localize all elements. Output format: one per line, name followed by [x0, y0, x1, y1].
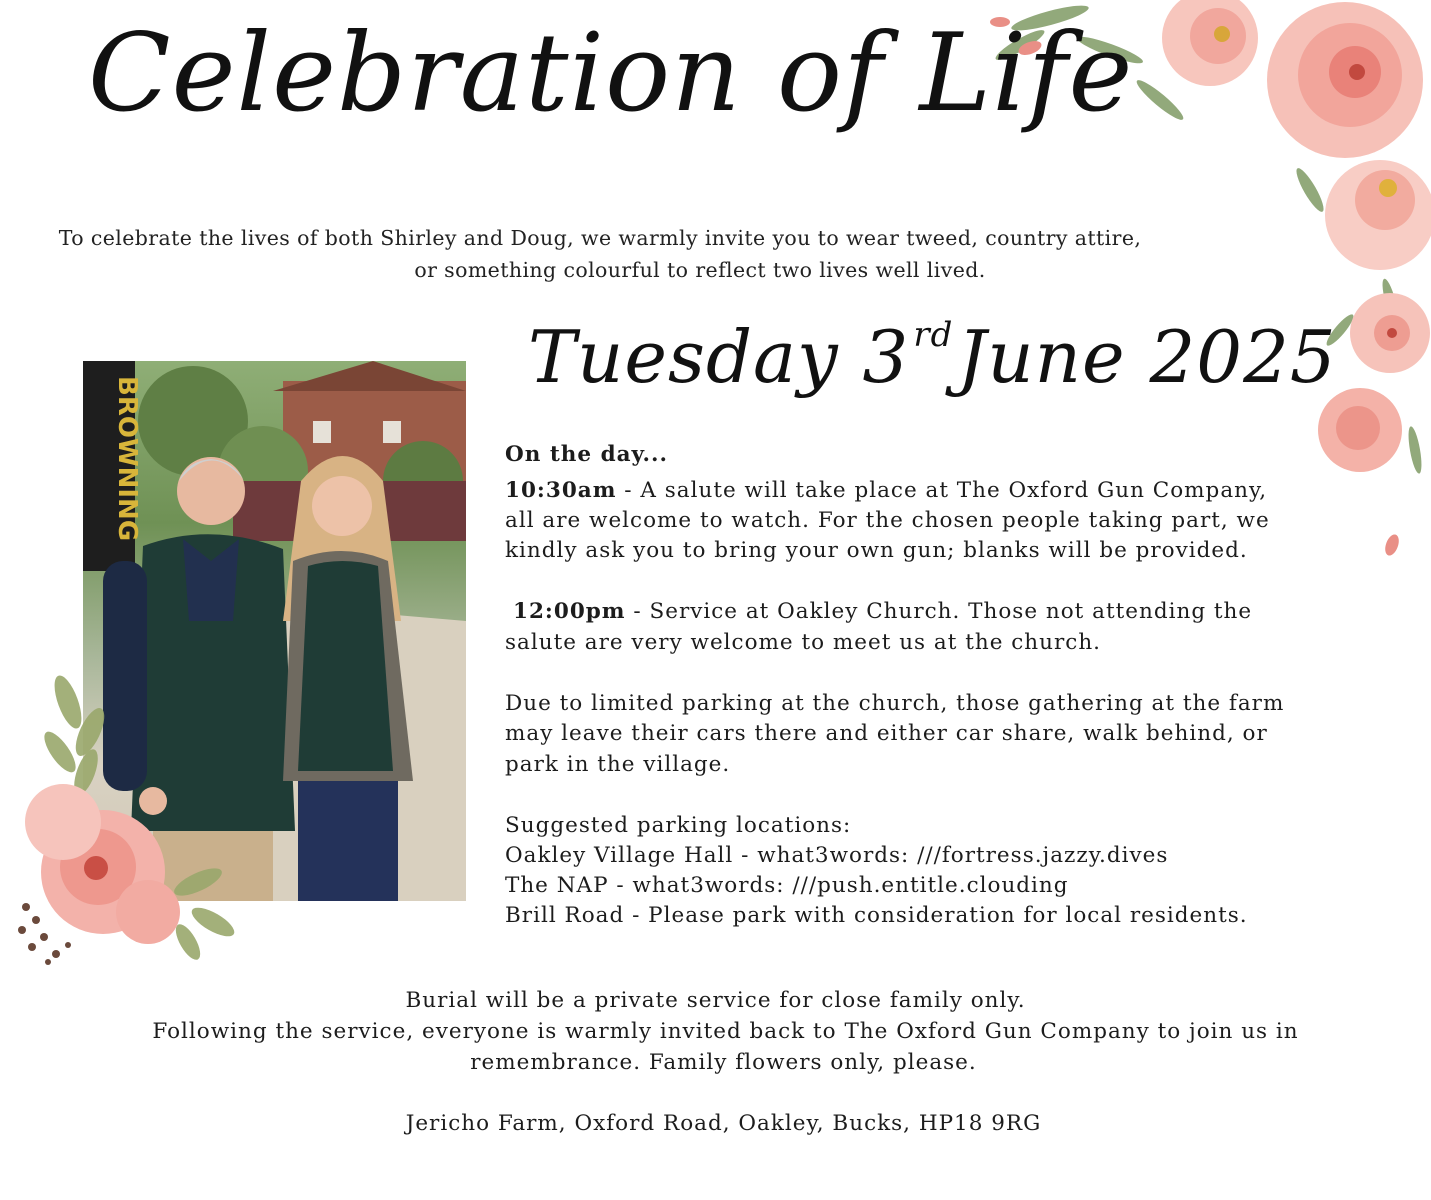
parking-location-1: Oakley Village Hall - what3words: ///fortress.jazzy.dives	[505, 843, 1169, 868]
parking-location-3: Brill Road - Please park with consideration for local residents.	[505, 903, 1248, 928]
venue-address: Jericho Farm, Oxford Road, Oakley, Bucks, HP18 9RG	[405, 1111, 1042, 1136]
parking-line-3: park in the village.	[505, 752, 731, 777]
rose-medium	[1162, 0, 1258, 86]
schedule-heading: On the day...	[505, 442, 669, 467]
parking-line-1: Due to limited parking at the church, those gathering at the farm	[505, 691, 1285, 716]
intro-line-2: or something colourful to reflect two lives well lived.	[414, 258, 986, 282]
event-date	[528, 315, 1337, 399]
banner-text: BROWNING	[112, 376, 142, 542]
parking-line-2: may leave their cars there and either car share, walk behind, or	[505, 721, 1268, 746]
rose-lower	[1318, 388, 1402, 472]
salute-text: - A salute will take place at The Oxford Gun Company,	[616, 478, 1268, 503]
date-month-year: June 2025	[957, 315, 1337, 399]
intro-line-1: To celebrate the lives of both Shirley and Doug, we warmly invite you to wear tweed, country attire,	[58, 226, 1142, 250]
page-title: Celebration of Life	[88, 11, 1134, 136]
rose-small	[1350, 293, 1430, 373]
date-ordinal: rd	[913, 315, 954, 355]
salute-line-3: kindly ask you to bring your own gun; blanks will be provided.	[505, 538, 1248, 563]
rose-side	[1325, 160, 1431, 270]
salute-line-2: all are welcome to watch. For the chosen people taking part, we	[505, 508, 1270, 533]
following-line-1: Following the service, everyone is warmly invited back to The Oxford Gun Company to join us in	[152, 1019, 1299, 1044]
salute-time: 10:30am	[505, 478, 617, 503]
service-line-1	[513, 597, 1333, 628]
salute-line-1	[505, 476, 1325, 507]
burial-note: Burial will be a private service for close family only.	[405, 988, 1026, 1013]
service-time: 12:00pm	[513, 599, 626, 624]
service-line-2: salute are very welcome to meet us at the church.	[505, 630, 1102, 655]
parking-location-2: The NAP - what3words: ///push.entitle.clouding	[505, 873, 1069, 898]
date-weekday-day: Tuesday 3	[528, 315, 910, 399]
rose-large	[1267, 2, 1423, 158]
parking-locations-heading: Suggested parking locations:	[505, 813, 852, 838]
following-line-2: remembrance. Family flowers only, please.	[470, 1050, 977, 1075]
service-text: - Service at Oakley Church. Those not attending the	[625, 599, 1253, 624]
floral-decoration-bottom-left	[8, 662, 248, 972]
